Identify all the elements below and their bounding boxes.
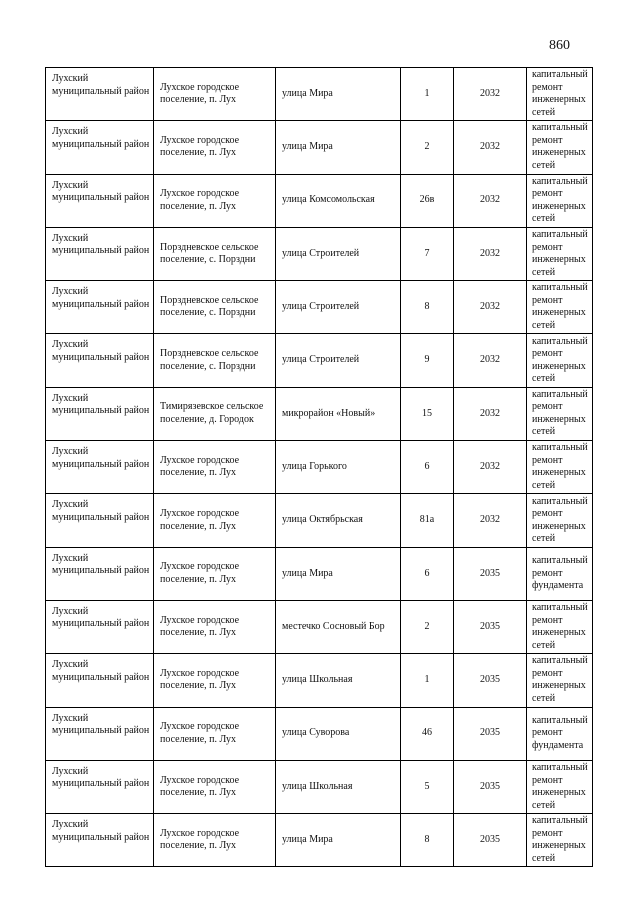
street-cell: местечко Сосновый Бор (276, 600, 401, 653)
settlement-cell: Лухское городское поселение, п. Лух (154, 441, 276, 494)
district-cell: Лухский муниципальный район (46, 494, 154, 547)
settlement-cell: Лухское городское поселение, п. Лух (154, 547, 276, 600)
work-type-cell: капитальный ремонт инженерных сетей (527, 387, 593, 440)
settlement-cell: Лухское городское поселение, п. Лух (154, 814, 276, 867)
street-cell: улица Мира (276, 814, 401, 867)
year-cell: 2032 (454, 174, 527, 227)
table-row (46, 654, 593, 707)
table-row (46, 547, 593, 600)
page-number: 860 (549, 38, 570, 53)
district-cell: Лухский муниципальный район (46, 281, 154, 334)
street-cell: микрорайон «Новый» (276, 387, 401, 440)
table-row (46, 494, 593, 547)
table-row (46, 281, 593, 334)
year-cell: 2032 (454, 121, 527, 174)
year-cell: 2032 (454, 441, 527, 494)
work-type-cell: капитальный ремонт инженерных сетей (527, 600, 593, 653)
work-type-cell: капитальный ремонт фундамента (527, 547, 593, 600)
house-number-cell: 6 (401, 547, 454, 600)
registry-table-body (46, 68, 593, 867)
settlement-cell: Лухское городское поселение, п. Лух (154, 494, 276, 547)
house-number-cell: 26в (401, 174, 454, 227)
year-cell: 2032 (454, 281, 527, 334)
district-cell: Лухский муниципальный район (46, 227, 154, 280)
house-number-cell: 8 (401, 281, 454, 334)
settlement-cell: Лухское городское поселение, п. Лух (154, 707, 276, 760)
settlement-cell: Лухское городское поселение, п. Лух (154, 121, 276, 174)
year-cell: 2035 (454, 814, 527, 867)
settlement-cell: Порздневское сельское поселение, с. Порздни (154, 281, 276, 334)
year-cell: 2035 (454, 547, 527, 600)
table-row (46, 174, 593, 227)
district-cell: Лухский муниципальный район (46, 68, 154, 121)
table-row (46, 814, 593, 867)
street-cell: улица Школьная (276, 760, 401, 813)
work-type-cell: капитальный ремонт инженерных сетей (527, 814, 593, 867)
district-cell: Лухский муниципальный район (46, 814, 154, 867)
table-row (46, 707, 593, 760)
street-cell: улица Горького (276, 441, 401, 494)
district-cell: Лухский муниципальный район (46, 387, 154, 440)
table-row (46, 441, 593, 494)
street-cell: улица Мира (276, 68, 401, 121)
street-cell: улица Мира (276, 547, 401, 600)
table-row (46, 387, 593, 440)
work-type-cell: капитальный ремонт инженерных сетей (527, 227, 593, 280)
street-cell: улица Строителей (276, 281, 401, 334)
work-type-cell: капитальный ремонт инженерных сетей (527, 760, 593, 813)
district-cell: Лухский муниципальный район (46, 547, 154, 600)
work-type-cell: капитальный ремонт инженерных сетей (527, 121, 593, 174)
house-number-cell: 7 (401, 227, 454, 280)
district-cell: Лухский муниципальный район (46, 707, 154, 760)
table-row (46, 600, 593, 653)
year-cell: 2035 (454, 760, 527, 813)
settlement-cell: Лухское городское поселение, п. Лух (154, 68, 276, 121)
district-cell: Лухский муниципальный район (46, 334, 154, 387)
table-row (46, 334, 593, 387)
work-type-cell: капитальный ремонт инженерных сетей (527, 68, 593, 121)
house-number-cell: 2 (401, 600, 454, 653)
house-number-cell: 8 (401, 814, 454, 867)
district-cell: Лухский муниципальный район (46, 760, 154, 813)
house-number-cell: 6 (401, 441, 454, 494)
year-cell: 2035 (454, 707, 527, 760)
house-number-cell: 9 (401, 334, 454, 387)
street-cell: улица Мира (276, 121, 401, 174)
work-type-cell: капитальный ремонт фундамента (527, 707, 593, 760)
house-number-cell: 81а (401, 494, 454, 547)
work-type-cell: капитальный ремонт инженерных сетей (527, 174, 593, 227)
street-cell: улица Школьная (276, 654, 401, 707)
house-number-cell: 1 (401, 68, 454, 121)
table-row (46, 227, 593, 280)
settlement-cell: Лухское городское поселение, п. Лух (154, 654, 276, 707)
street-cell: улица Суворова (276, 707, 401, 760)
year-cell: 2032 (454, 387, 527, 440)
district-cell: Лухский муниципальный район (46, 654, 154, 707)
settlement-cell: Тимирязевское сельское поселение, д. Городок (154, 387, 276, 440)
table-row (46, 760, 593, 813)
house-number-cell: 1 (401, 654, 454, 707)
settlement-cell: Лухское городское поселение, п. Лух (154, 600, 276, 653)
table-row (46, 68, 593, 121)
registry-table (45, 67, 593, 867)
work-type-cell: капитальный ремонт инженерных сетей (527, 654, 593, 707)
year-cell: 2032 (454, 494, 527, 547)
settlement-cell: Лухское городское поселение, п. Лух (154, 174, 276, 227)
table-row (46, 121, 593, 174)
house-number-cell: 2 (401, 121, 454, 174)
settlement-cell: Лухское городское поселение, п. Лух (154, 760, 276, 813)
work-type-cell: капитальный ремонт инженерных сетей (527, 494, 593, 547)
year-cell: 2035 (454, 654, 527, 707)
house-number-cell: 15 (401, 387, 454, 440)
district-cell: Лухский муниципальный район (46, 174, 154, 227)
street-cell: улица Комсомольская (276, 174, 401, 227)
house-number-cell: 5 (401, 760, 454, 813)
district-cell: Лухский муниципальный район (46, 441, 154, 494)
district-cell: Лухский муниципальный район (46, 600, 154, 653)
settlement-cell: Порздневское сельское поселение, с. Порздни (154, 334, 276, 387)
street-cell: улица Октябрьская (276, 494, 401, 547)
work-type-cell: капитальный ремонт инженерных сетей (527, 334, 593, 387)
work-type-cell: капитальный ремонт инженерных сетей (527, 441, 593, 494)
work-type-cell: капитальный ремонт инженерных сетей (527, 281, 593, 334)
year-cell: 2032 (454, 227, 527, 280)
district-cell: Лухский муниципальный район (46, 121, 154, 174)
year-cell: 2032 (454, 68, 527, 121)
year-cell: 2035 (454, 600, 527, 653)
street-cell: улица Строителей (276, 334, 401, 387)
house-number-cell: 46 (401, 707, 454, 760)
street-cell: улица Строителей (276, 227, 401, 280)
year-cell: 2032 (454, 334, 527, 387)
settlement-cell: Порздневское сельское поселение, с. Порздни (154, 227, 276, 280)
